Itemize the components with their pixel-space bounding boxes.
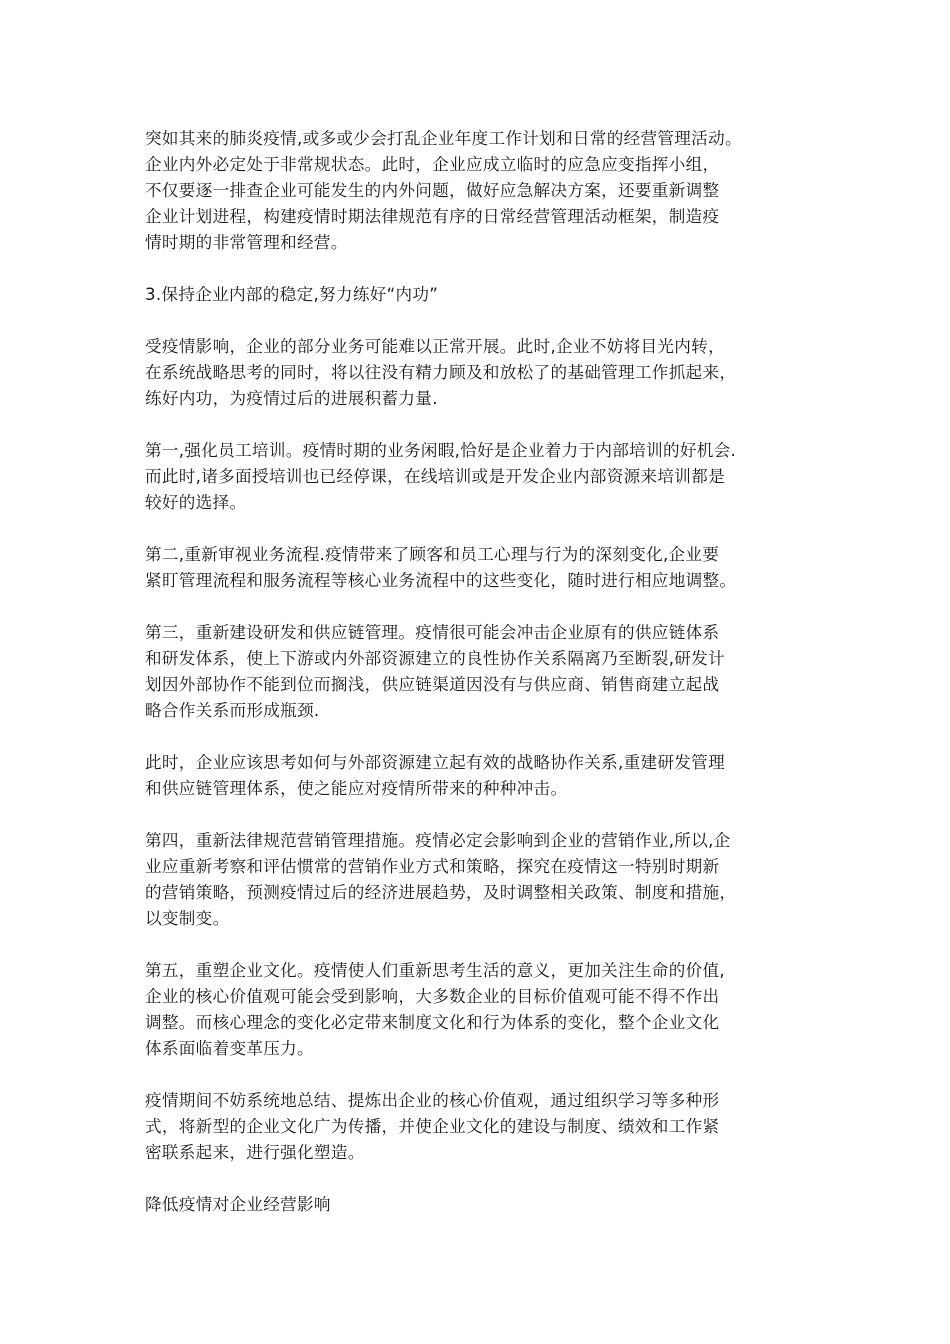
closing-line: 降低疫情对企业经营影响 [145,1195,331,1214]
paragraph-point-five-followup: 疫情期间不妨系统地总结、提炼出企业的核心价值观，通过组织学习等多种形 式，将新型的企业文化广为传播，并使企业文化的建设与制度、绩效和工作紧 密联系起来，进行强化塑造。 [145,1091,720,1162]
document-body [145,126,825,1218]
paragraph-point-one: 第一,强化员工培训。疫情时期的业务闲暇,恰好是企业着力于内部培训的好机会. 而此时,诸多面授培训也已经停课，在线培训或是开发企业内部资源来培训都是 较好的选择。 [145,441,737,512]
paragraph-point-three: 第三，重新建设研发和供应链管理。疫情很可能会冲击企业原有的供应链体系 和研发体系，使上下游或内外部资源建立的良性协作关系隔离乃至断裂,研发计 划因外部协作不能到位而搁浅，供应链渠道因没有与供应商、销售商建立起战 略合作关系而形成瓶颈. [145,623,725,720]
paragraph-point-five: 第五，重塑企业文化。疫情使人们重新思考生活的意义，更加关注生命的价值, 企业的核心价值观可能会受到影响，大多数企业的目标价值观可能不得不作出 调整。而核心理念的变化必定带来制度文化和行为体系的变化，整个企业文化 体系面临着变革压力。 [145,961,725,1058]
paragraph-point-three-followup: 此时，企业应该思考如何与外部资源建立起有效的战略协作关系,重建研发管理 和供应链管理体系，使之能应对疫情所带来的种种冲击。 [145,753,725,798]
paragraph-point-two: 第二,重新审视业务流程.疫情带来了顾客和员工心理与行为的深刻变化,企业要 紧盯管理流程和服务流程等核心业务流程中的这些变化，随时进行相应地调整。 [145,545,737,590]
paragraph-section-intro: 受疫情影响，企业的部分业务可能难以正常开展。此时,企业不妨将目光内转， 在系统战略思考的同时，将以往没有精力顾及和放松了的基础管理工作抓起来， 练好内功，为疫情过后的进展积蓄力量. [145,337,737,408]
paragraph-point-four: 第四，重新法律规范营销管理措施。疫情必定会影响到企业的营销作业,所以,企 业应重新考察和评估惯常的营销作业方式和策略，探究在疫情这一特别时期新 的营销策略，预测疫情过后的经济进展趋势，及时调整相关政策、制度和措施， 以变制变。 [145,831,737,928]
section-heading: 3.保持企业内部的稳定,努力练好“内功” [145,285,439,304]
paragraph-intro: 突如其来的肺炎疫情,或多或少会打乱企业年度工作计划和日常的经营管理活动。 企业内外必定处于非常规状态。此时，企业应成立临时的应急应变指挥小组， 不仅要逐一排查企业可能发生的内外问题，做好应急解决方案，还要重新调整 企业计划进程，构建疫情时期法律规范有序的日常经营管理活动框架，制造疫 情时期的非常管理和经营。 [145,129,742,252]
